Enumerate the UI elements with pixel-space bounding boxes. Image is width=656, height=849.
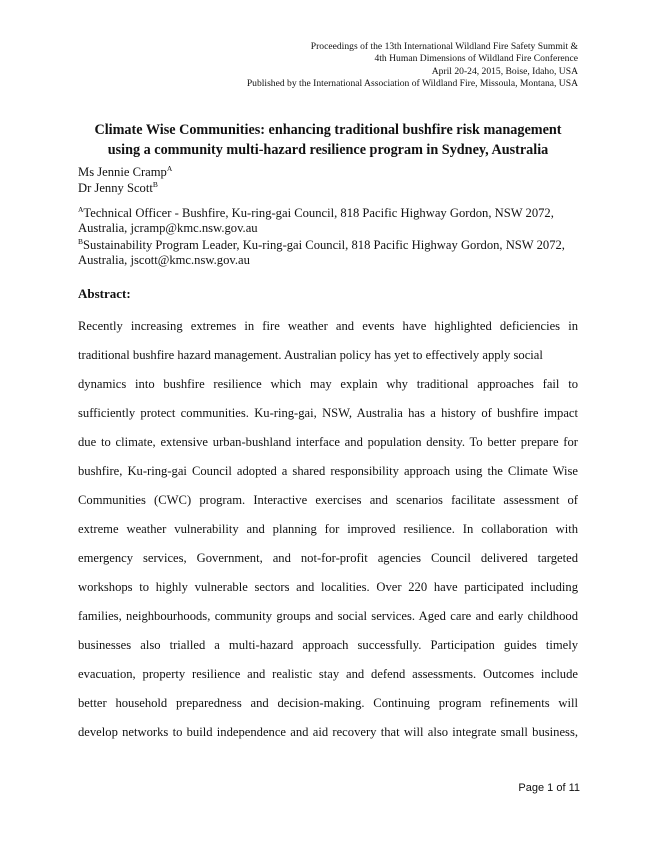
author xyxy=(78,165,172,181)
paper-title xyxy=(60,121,596,160)
abstract-line: extreme weather vulnerability and planning for improved resilience. In collaboration with xyxy=(78,522,578,536)
affiliation-list xyxy=(78,206,565,270)
abstract-line: Recently increasing extremes in fire weather and events have highlighted deficiencies in xyxy=(78,319,578,333)
abstract-line: workshops to highly vulnerable sectors and localities. Over 220 have participated including xyxy=(78,580,578,594)
title-line-2: using a community multi-hazard resilience program in Sydney, Australia xyxy=(107,141,549,158)
abstract-line: dynamics into bushfire resilience which may explain why traditional approaches fail to xyxy=(78,377,578,391)
header-line: Published by the International Association of Wildland Fire, Missoula, Montana, USA xyxy=(246,78,578,90)
affiliation-mark: A xyxy=(78,205,84,214)
author-name: Dr Jenny Scott xyxy=(78,180,153,195)
abstract-line: better household preparedness and decision-making. Continuing program refinements will xyxy=(78,696,578,710)
abstract-line: sufficiently protect communities. Ku-ring-gai, NSW, Australia has a history of bushfire impact xyxy=(78,406,578,420)
abstract-line: traditional bushfire hazard management. Australian policy has yet to effectively apply social xyxy=(78,348,543,362)
affiliation xyxy=(78,238,565,269)
proceedings-header xyxy=(247,41,578,91)
title-line-1: Climate Wise Communities: enhancing traditional bushfire risk management xyxy=(94,122,562,138)
affiliation-text: Technical Officer - Bushfire, Ku-ring-gai Council, 818 Pacific Highway Gordon, NSW 2072, xyxy=(83,206,554,220)
author-affiliation-mark: B xyxy=(152,179,158,189)
abstract-line: families, neighbourhoods, community groups and social services. Aged care and early childhood xyxy=(78,609,578,623)
header-line: April 20-24, 2015, Boise, Idaho, USA xyxy=(431,65,578,77)
author-list xyxy=(78,165,172,196)
author xyxy=(78,181,172,197)
abstract-line: evacuation, property resilience and realistic stay and defend assessments. Outcomes include xyxy=(78,667,578,681)
affiliation-line: Australia, jscott@kmc.nsw.gov.au xyxy=(78,253,250,268)
affiliation-mark: B xyxy=(78,236,84,246)
abstract-heading: Abstract: xyxy=(78,286,131,301)
header-line: Proceedings of the 13th International Wildland Fire Safety Summit & xyxy=(310,41,578,52)
abstract-line: due to climate, extensive urban-bushland interface and population density. To better prepare for xyxy=(78,435,578,449)
page-number: Page 1 of 11 xyxy=(518,782,580,794)
author-name: Ms Jennie Cramp xyxy=(78,165,167,179)
affiliation-line xyxy=(78,238,565,253)
affiliation-line: Australia, jcramp@kmc.nsw.gov.au xyxy=(78,221,258,236)
abstract-line: businesses also trialled a multi-hazard approach successfully. Participation guides timely xyxy=(78,638,578,652)
abstract-line: Communities (CWC) program. Interactive exercises and scenarios facilitate assessment of xyxy=(78,493,578,507)
abstract-line: develop networks to build independence and aid recovery that will also integrate small business, xyxy=(78,725,578,739)
abstract-body xyxy=(78,312,578,747)
header-line: 4th Human Dimensions of Wildland Fire Conference xyxy=(374,53,578,65)
affiliation xyxy=(78,206,565,237)
abstract-line: bushfire, Ku-ring-gai Council adopted a shared responsibility approach using the Climate Wise xyxy=(78,464,578,478)
abstract-line: emergency services, Government, and not-for-profit agencies Council delivered targeted xyxy=(78,551,578,565)
author-affiliation-mark: A xyxy=(166,164,173,173)
affiliation-line xyxy=(78,206,565,221)
affiliation-text: Sustainability Program Leader, Ku-ring-gai Council, 818 Pacific Highway Gordon, NSW 2072, xyxy=(83,237,565,252)
